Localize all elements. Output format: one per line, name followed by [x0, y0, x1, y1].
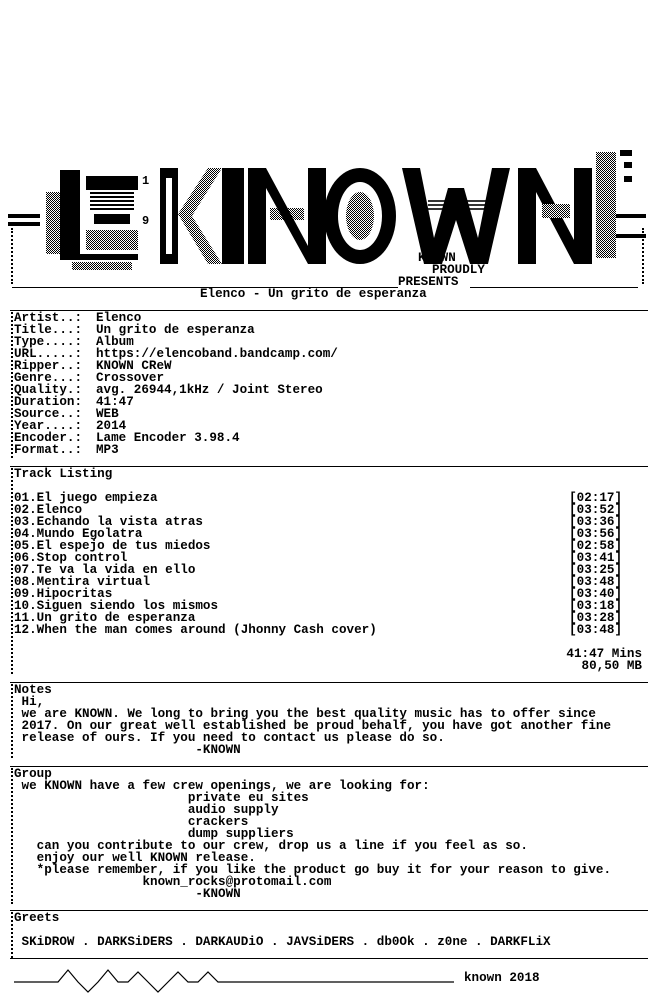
logo-small-digit-9: 9 — [142, 214, 150, 228]
info-value: MP3 — [96, 443, 119, 457]
group-line: enjoy our well KNOWN release. — [14, 851, 256, 865]
group-line: we KNOWN have a few crew openings, we are looking for: — [14, 779, 430, 793]
track-title: 06.Stop control — [14, 551, 128, 565]
track-duration: [03:41] — [569, 551, 622, 565]
track-title: 04.Mundo Egolatra — [14, 527, 143, 541]
track-title: 02.Elenco — [14, 503, 83, 517]
track-title: 05.El espejo de tus miedos — [14, 539, 211, 553]
notes-left-border — [11, 684, 13, 758]
notes-line: -KNOWN — [14, 743, 241, 757]
presents-line-1: KNOWN — [418, 251, 456, 265]
left-border — [11, 228, 13, 284]
info-value: https://elencoband.bandcamp.com/ — [96, 347, 338, 361]
divider-logo-right — [470, 287, 638, 288]
tracklist-heading: Track Listing — [14, 467, 113, 481]
group-heading: Group — [14, 767, 52, 781]
track-duration: [03:18] — [569, 599, 622, 613]
right-border — [642, 228, 644, 284]
info-value: avg. 26944,1kHz / Joint Stereo — [96, 383, 323, 397]
info-value: Lame Encoder 3.98.4 — [96, 431, 240, 445]
known-ascii-logo — [8, 148, 648, 278]
track-title: 01.El juego empieza — [14, 491, 158, 505]
track-title: 12.When the man comes around (Jhonny Cash cover) — [14, 623, 377, 637]
info-key: Genre...: — [14, 371, 83, 385]
track-duration: [03:40] — [569, 587, 622, 601]
track-duration: [03:28] — [569, 611, 622, 625]
info-key: Format..: — [14, 443, 83, 457]
info-key: Artist..: — [14, 311, 83, 325]
track-duration: [03:52] — [569, 503, 622, 517]
group-line: private eu sites — [14, 791, 309, 805]
greets-heading: Greets — [14, 911, 60, 925]
logo-small-digit-1: 1 — [142, 174, 150, 188]
track-duration: [03:56] — [569, 527, 622, 541]
notes-line: release of ours. If you need to contact us please do so. — [14, 731, 445, 745]
info-value: Crossover — [96, 371, 165, 385]
divider-bottom — [10, 958, 648, 959]
track-title: 09.Hipocritas — [14, 587, 113, 601]
group-line: -KNOWN — [14, 887, 241, 901]
info-key: Encoder.: — [14, 431, 83, 445]
group-line: *please remember, if you like the product go buy it for your reason to give. — [14, 863, 612, 877]
group-line: crackers — [14, 815, 249, 829]
total-size: 80,50 MB — [581, 659, 642, 673]
group-line: audio supply — [14, 803, 279, 817]
info-key: Source..: — [14, 407, 83, 421]
track-duration: [03:48] — [569, 575, 622, 589]
info-key: Duration: — [14, 395, 83, 409]
info-value: KNOWN CReW — [96, 359, 172, 373]
info-value: 2014 — [96, 419, 127, 433]
info-value: Un grito de esperanza — [96, 323, 255, 337]
track-duration: [03:48] — [569, 623, 622, 637]
group-left-border — [11, 768, 13, 904]
greets-list: SKiDROW . DARKSiDERS . DARKAUDiO . JAVSiDERS . db0Ok . z0ne . DARKFLiX — [14, 935, 551, 949]
group-line: known_rocks@protomail.com — [14, 875, 332, 889]
info-key: Year....: — [14, 419, 83, 433]
footer-ornament — [14, 960, 454, 996]
notes-heading: Notes — [14, 683, 52, 697]
group-line: dump suppliers — [14, 827, 294, 841]
track-title: 10.Siguen siendo los mismos — [14, 599, 219, 613]
notes-line: we are KNOWN. We long to bring you the best quality music has to offer since — [14, 707, 596, 721]
track-duration: [02:17] — [569, 491, 622, 505]
info-key: Quality.: — [14, 383, 83, 397]
track-title: 11.Un grito de esperanza — [14, 611, 196, 625]
info-key: Ripper..: — [14, 359, 83, 373]
greets-left-border — [11, 912, 13, 958]
total-time: 41:47 Mins — [566, 647, 642, 661]
presents-line-3: PRESENTS — [398, 275, 459, 289]
track-title: 03.Echando la vista atras — [14, 515, 203, 529]
release-title: Elenco - Un grito de esperanza — [200, 287, 427, 301]
track-duration: [03:36] — [569, 515, 622, 529]
track-title: 07.Te va la vida en ello — [14, 563, 196, 577]
info-left-border — [11, 312, 13, 458]
track-title: 08.Mentira virtual — [14, 575, 151, 589]
divider-group — [10, 766, 648, 767]
info-value: 41:47 — [96, 395, 134, 409]
info-key: Title...: — [14, 323, 83, 337]
info-key: URL.....: — [14, 347, 83, 361]
track-duration: [03:25] — [569, 563, 622, 577]
presents-line-2: PROUDLY — [432, 263, 485, 277]
notes-line: 2017. On our great well established be proud behalf, you have got another fine — [14, 719, 612, 733]
info-key: Type....: — [14, 335, 83, 349]
track-duration: [02:58] — [569, 539, 622, 553]
group-line: can you contribute to our crew, drop us a line if you feel as so. — [14, 839, 528, 853]
info-value: Elenco — [96, 311, 142, 325]
notes-line: Hi, — [14, 695, 45, 709]
tracks-left-border — [11, 468, 13, 674]
footer-text: known 2018 — [464, 971, 540, 985]
info-value: WEB — [96, 407, 119, 421]
info-value: Album — [96, 335, 134, 349]
divider-notes — [10, 682, 648, 683]
divider-greets — [10, 910, 648, 911]
